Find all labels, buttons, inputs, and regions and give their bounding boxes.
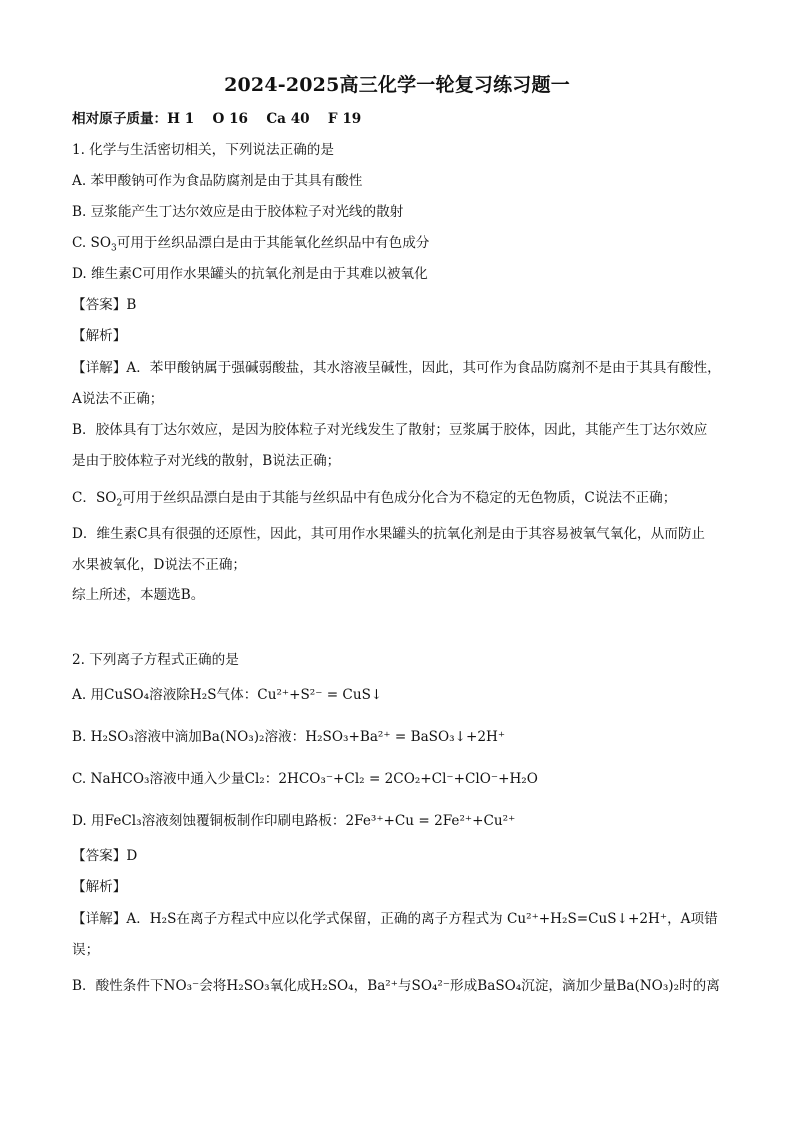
q1-option-d: D. 维生素C可用作水果罐头的抗氧化剂是由于其难以被氧化 <box>72 266 428 282</box>
q1-detail-d-line2: 水果被氧化，D说法不正确； <box>72 557 247 573</box>
q1-detail-d-line1: D．维生素C具有很强的还原性，因此，其可用作水果罐头的抗氧化剂是由于其容易被氧气氧化，从而防止 <box>72 526 706 542</box>
atomic-mass-line: 相对原子质量：H 1 O 16 Ca 40 F 19 <box>72 111 362 127</box>
q1-option-a: A. 苯甲酸钠可作为食品防腐剂是由于其具有酸性 <box>72 173 363 189</box>
q1-detail-c-pre: C．SO <box>72 490 117 506</box>
q1-stem: 1. 化学与生活密切相关，下列说法正确的是 <box>72 142 334 158</box>
q2-option-d: D. 用FeCl₃溶液刻蚀覆铜板制作印刷电路板：2Fe³⁺+Cu = 2Fe²⁺+Cu²⁺ <box>72 813 516 829</box>
q2-detail-a-line1: 【详解】A．H₂S在离子方程式中应以化学式保留，正确的离子方程式为 Cu²⁺+H₂S=CuS↓+2H⁺，A项错 <box>72 911 718 927</box>
q1-option-c-post: 可用于丝织品漂白是由于其能氧化丝织品中有色成分 <box>116 235 430 251</box>
q1-detail-c-post: 可用于丝织品漂白是由于其能与丝织品中有色成分化合为不稳定的无色物质，C说法不正确； <box>122 490 677 506</box>
q1-summary: 综上所述，本题选B。 <box>72 587 205 603</box>
q1-option-c-pre: C. SO <box>72 235 112 251</box>
q2-detail-b-line1: B．酸性条件下NO₃⁻会将H₂SO₃氧化成H₂SO₄，Ba²⁺与SO₄²⁻形成BaSO₄沉淀，滴加少量Ba(NO₃)₂时的离 <box>72 978 720 994</box>
page-title: 2024-2025高三化学一轮复习练习题一 <box>224 74 570 96</box>
q2-option-a: A. 用CuSO₄溶液除H₂S气体：Cu²⁺+S²⁻ = CuS↓ <box>72 687 383 703</box>
q1-option-b: B. 豆浆能产生丁达尔效应是由于胶体粒子对光线的散射 <box>72 204 404 220</box>
q2-detail-a-line2: 误； <box>72 942 100 958</box>
q2-option-b: B. H₂SO₃溶液中滴加Ba(NO₃)₂溶液：H₂SO₃+Ba²⁺ = BaSO₃↓+2H⁺ <box>72 729 506 745</box>
q1-detail-c-sub: 2 <box>116 498 123 509</box>
q1-detail-a-line1: 【详解】A．苯甲酸钠属于强碱弱酸盐，其水溶液呈碱性，因此，其可作为食品防腐剂不是由于其具有酸性， <box>72 360 721 376</box>
q2-answer: 【答案】D <box>72 848 138 864</box>
q1-answer: 【答案】B <box>72 297 137 313</box>
q1-detail-b-line2: 是由于胶体粒子对光线的散射，B说法正确； <box>72 453 341 469</box>
q1-detail-b-line1: B．胶体具有丁达尔效应，是因为胶体粒子对光线发生了散射；豆浆属于胶体，因此，其能产生丁达尔效应 <box>72 422 708 438</box>
q1-detail-c <box>72 489 676 507</box>
q1-option-c-sub: 3 <box>111 243 117 254</box>
q1-analysis-label: 【解析】 <box>72 328 127 344</box>
q2-option-c: C. NaHCO₃溶液中通入少量Cl₂：2HCO₃⁻+Cl₂ = 2CO₂+Cl⁻+ClO⁻+H₂O <box>72 771 538 787</box>
q2-stem: 2. 下列离子方程式正确的是 <box>72 652 239 668</box>
q1-option-c <box>72 234 429 252</box>
q2-analysis-label: 【解析】 <box>72 879 127 895</box>
q1-detail-a-line2: A说法不正确； <box>72 391 164 407</box>
